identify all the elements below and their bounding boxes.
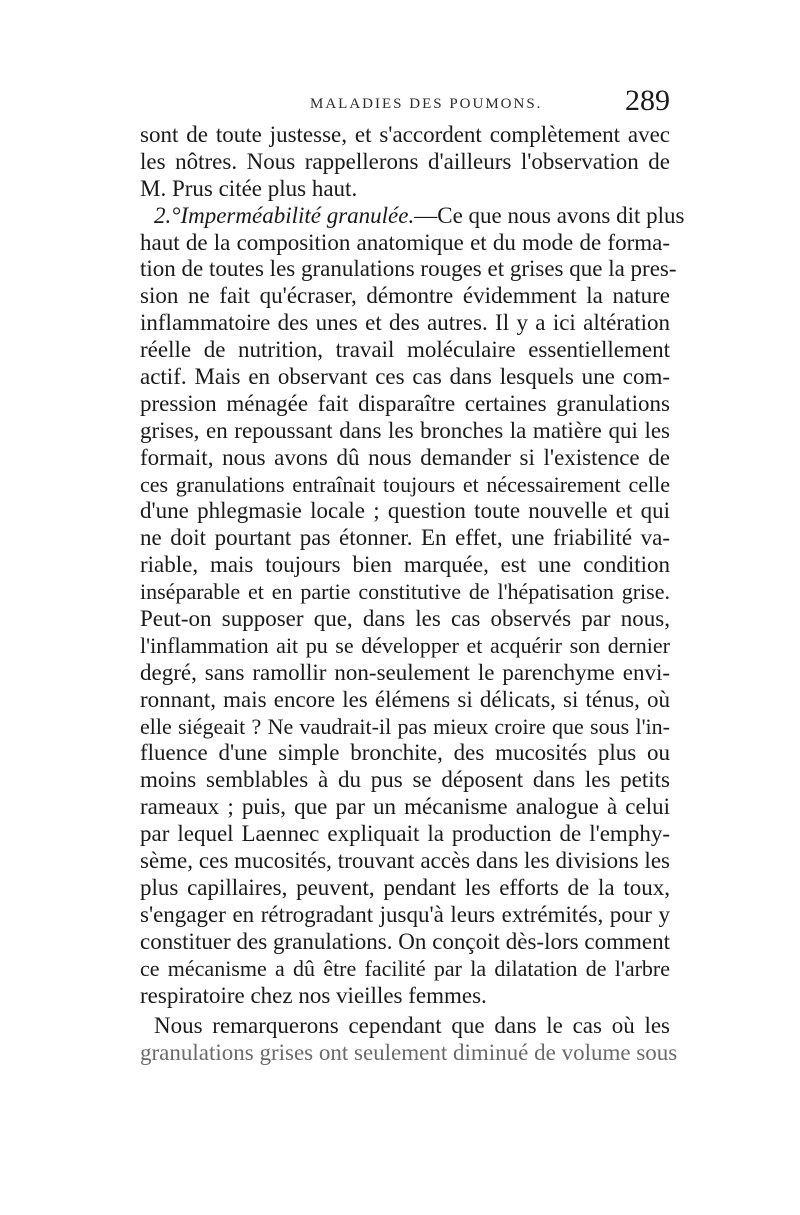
text-line-29: plus capillaires, peuvent, pendant les efforts de la toux, — [140, 874, 670, 900]
text-line-34: Nous remarquerons cependant que dans le cas où les — [154, 1013, 670, 1039]
text-line-35: granulations grises ont seulement diminué de volume sous — [140, 1040, 678, 1066]
text-line-11: pression ménagée fait disparaître certaines granulations — [140, 390, 670, 416]
text-line-30: s'engager en rétrogradant jusqu'à leurs extrémités, pour y — [140, 901, 670, 927]
text-line-21: degré, sans ramollir non-seulement le parenchyme envi- — [140, 659, 670, 685]
text-line-26: rameaux ; puis, que par un mécanisme analogue à celui — [140, 794, 670, 820]
text-line-20: l'inflammation ait pu se développer et acquérir son dernier — [140, 632, 670, 658]
text-line-19: Peut-on supposer que, dans les cas observés par nous, — [140, 606, 670, 632]
text-line-17: riable, mais toujours bien marquée, est une condition — [140, 552, 670, 578]
page-header — [140, 80, 670, 120]
section-line — [140, 202, 685, 230]
page-body — [140, 122, 685, 1067]
text-line-7: sion ne fait qu'écraser, démontre évidemment la nature — [140, 283, 670, 309]
text-line-13: formait, nous avons dû nous demander si l'existence de — [140, 444, 670, 470]
text-line-4: —Ce que nous avons dit plus — [414, 202, 685, 228]
text-line-22: ronnant, mais encore les élémens si délicats, si ténus, où — [140, 686, 670, 712]
text-line-15: d'une phlegmasie locale ; question toute nouvelle et qui — [140, 498, 670, 524]
text-line-28: sème, ces mucosités, trouvant accès dans les divisions les — [140, 848, 670, 874]
text-line-8: inflammatoire des unes et des autres. Il y a ici altération — [140, 310, 670, 336]
text-line-14: ces granulations entraînait toujours et nécessairement celle — [140, 471, 670, 497]
text-line-5: haut de la composition anatomique et du mode de forma- — [140, 229, 670, 255]
text-line-10: actif. Mais en observant ces cas dans lesquels une com- — [140, 364, 670, 390]
text-line-12: grises, en repoussant dans les bronches la matière qui les — [140, 417, 670, 443]
text-line-1: sont de toute justesse, et s'accordent complètement avec — [140, 122, 670, 147]
text-line-27: par lequel Laennec expliquait la production de l'emphy- — [140, 821, 670, 847]
text-line-6: tion de toutes les granulations rouges et grises que la pres- — [140, 256, 677, 282]
text-line-9: réelle de nutrition, travail moléculaire essentiellement — [140, 337, 670, 363]
text-line-31: constituer des granulations. On conçoit dès-lors comment — [140, 928, 670, 954]
text-line-3: M. Prus citée plus haut. — [140, 175, 358, 201]
text-line-2: les nôtres. Nous rappellerons d'ailleurs l'observation de — [140, 148, 670, 174]
running-title: MALADIES DES POUMONS. — [310, 96, 543, 112]
text-line-33: respiratoire chez nos vieilles femmes. — [140, 982, 487, 1008]
text-line-18: inséparable et en partie constitutive de l'hépatisation grise. — [140, 579, 670, 605]
text-line-24: fluence d'une simple bronchite, des mucosités plus ou — [140, 740, 670, 766]
section-heading: 2.°Imperméabilité granulée. — [154, 202, 415, 228]
text-line-16: ne doit pourtant pas étonner. En effet, une friabilité va- — [140, 525, 670, 551]
text-line-23: elle siégeait ? Ne vaudrait-il pas mieux croire que sous l'in- — [140, 713, 670, 739]
page-number: 289 — [625, 84, 670, 117]
text-line-32: ce mécanisme a dû être facilité par la dilatation de l'arbre — [140, 955, 670, 981]
text-line-25: moins semblables à du pus se déposent dans les petits — [140, 767, 670, 793]
